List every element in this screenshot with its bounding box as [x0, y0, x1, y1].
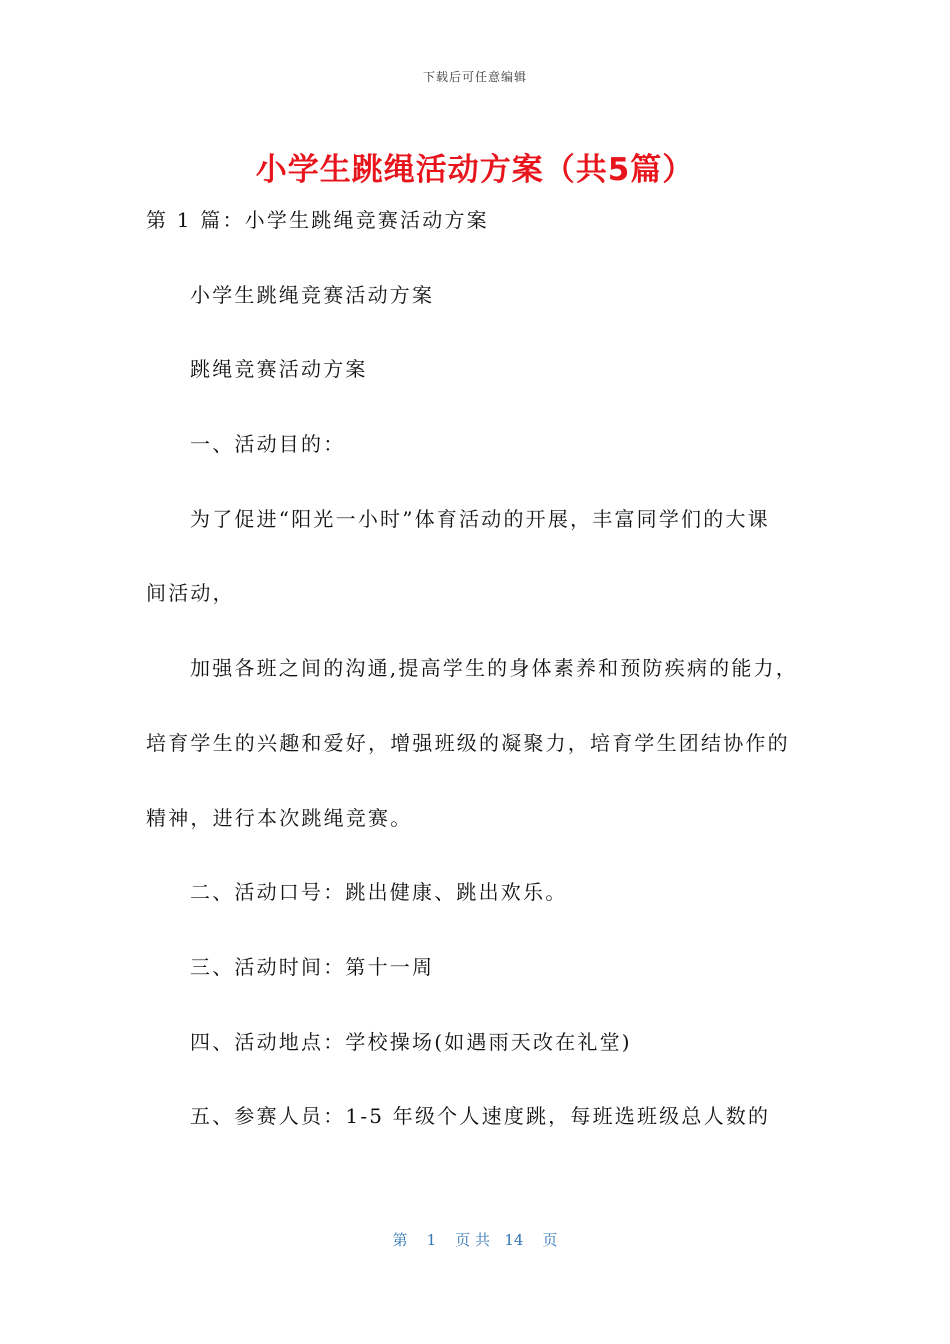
header-note: 下载后可任意编辑: [422, 70, 527, 84]
footer-current-page: 1: [426, 1231, 437, 1249]
footer-mid: 页 共: [455, 1231, 490, 1249]
paragraph-line: 间活动，: [146, 581, 235, 606]
paragraph-line: 为了促进“阳光一小时”体育活动的开展，丰富同学们的大课: [190, 506, 770, 531]
paragraph-line: 四、活动地点：学校操场(如遇雨天改在礼堂): [190, 1029, 632, 1054]
footer-prefix: 第: [392, 1231, 408, 1249]
paragraph-line: 二、活动口号：跳出健康、跳出欢乐。: [190, 880, 568, 905]
paragraph-line: 第 1 篇：小学生跳绳竞赛活动方案: [146, 208, 489, 232]
paragraph-line: 五、参赛人员：1-5 年级个人速度跳，每班选班级总人数的: [190, 1104, 771, 1129]
paragraph-line: 跳绳竞赛活动方案: [190, 357, 368, 382]
paragraph-line: 三、活动时间：第十一周: [190, 954, 435, 979]
paragraph-line: 培育学生的兴趣和爱好，增强班级的凝聚力，培育学生团结协作的: [146, 730, 790, 755]
document-body: [146, 202, 806, 1173]
document-title: 小学生跳绳活动方案（共5篇）: [255, 152, 695, 188]
paragraph-line: 精神，进行本次跳绳竞赛。: [146, 805, 413, 830]
paragraph-line: 小学生跳绳竞赛活动方案: [190, 282, 435, 307]
page-footer: [0, 1229, 950, 1250]
footer-suffix: 页: [542, 1231, 558, 1249]
footer-total-pages: 14: [504, 1231, 524, 1249]
paragraph-line: 加强各班之间的沟通,提高学生的身体素养和预防疾病的能力，: [190, 656, 798, 681]
paragraph-line: 一、活动目的：: [190, 432, 346, 457]
